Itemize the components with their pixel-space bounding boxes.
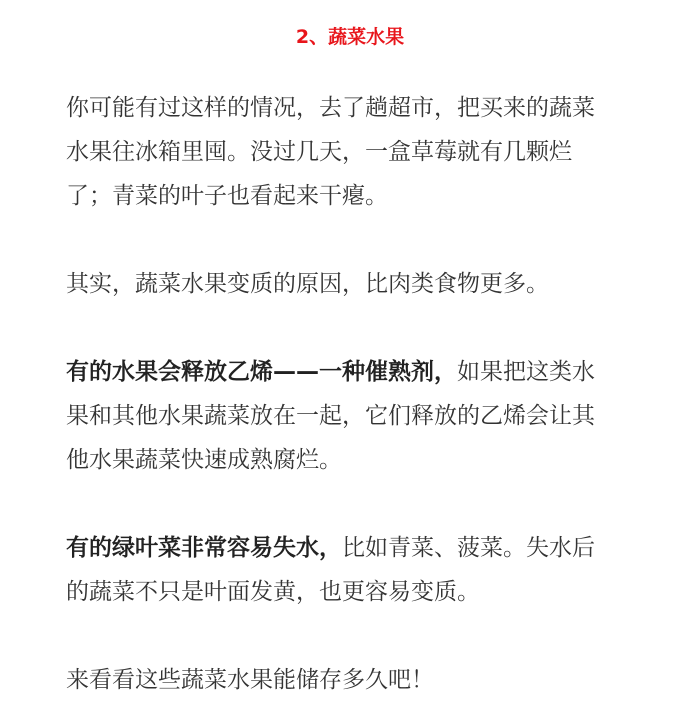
text-line: 他水果蔬菜快速成熟腐烂。 xyxy=(66,447,342,473)
paragraph-leafy-greens xyxy=(66,526,636,614)
text-line: 果和其他水果蔬菜放在一起，它们释放的乙烯会让其 xyxy=(66,403,595,429)
text-run: 如果把这类水 xyxy=(457,359,595,385)
section-heading: 2、蔬菜水果 xyxy=(295,26,405,48)
text-line: 了；青菜的叶子也看起来干瘪。 xyxy=(66,183,388,209)
text-run: 比如青菜、菠菜。失水后 xyxy=(342,535,595,561)
paragraph-cause xyxy=(66,262,636,306)
text-line: 你可能有过这样的情况，去了趟超市，把买来的蔬菜 xyxy=(66,95,595,121)
paragraph-intro xyxy=(66,86,636,218)
text-line: 水果往冰箱里囤。没过几天，一盒草莓就有几颗烂 xyxy=(66,139,572,165)
text-line: 来看看这些蔬菜水果能储存多久吧！ xyxy=(66,667,434,693)
text-line xyxy=(66,526,636,570)
text-line: 其实，蔬菜水果变质的原因，比肉类食物更多。 xyxy=(66,271,549,297)
paragraph-ethylene xyxy=(66,350,636,482)
bold-phrase: 有的水果会释放乙烯——一种催熟剂， xyxy=(66,359,457,385)
paragraph-closing xyxy=(66,658,636,702)
text-line: 的蔬菜不只是叶面发黄，也更容易变质。 xyxy=(66,579,480,605)
text-line xyxy=(66,350,636,394)
bold-phrase: 有的绿叶菜非常容易失水， xyxy=(66,535,342,561)
